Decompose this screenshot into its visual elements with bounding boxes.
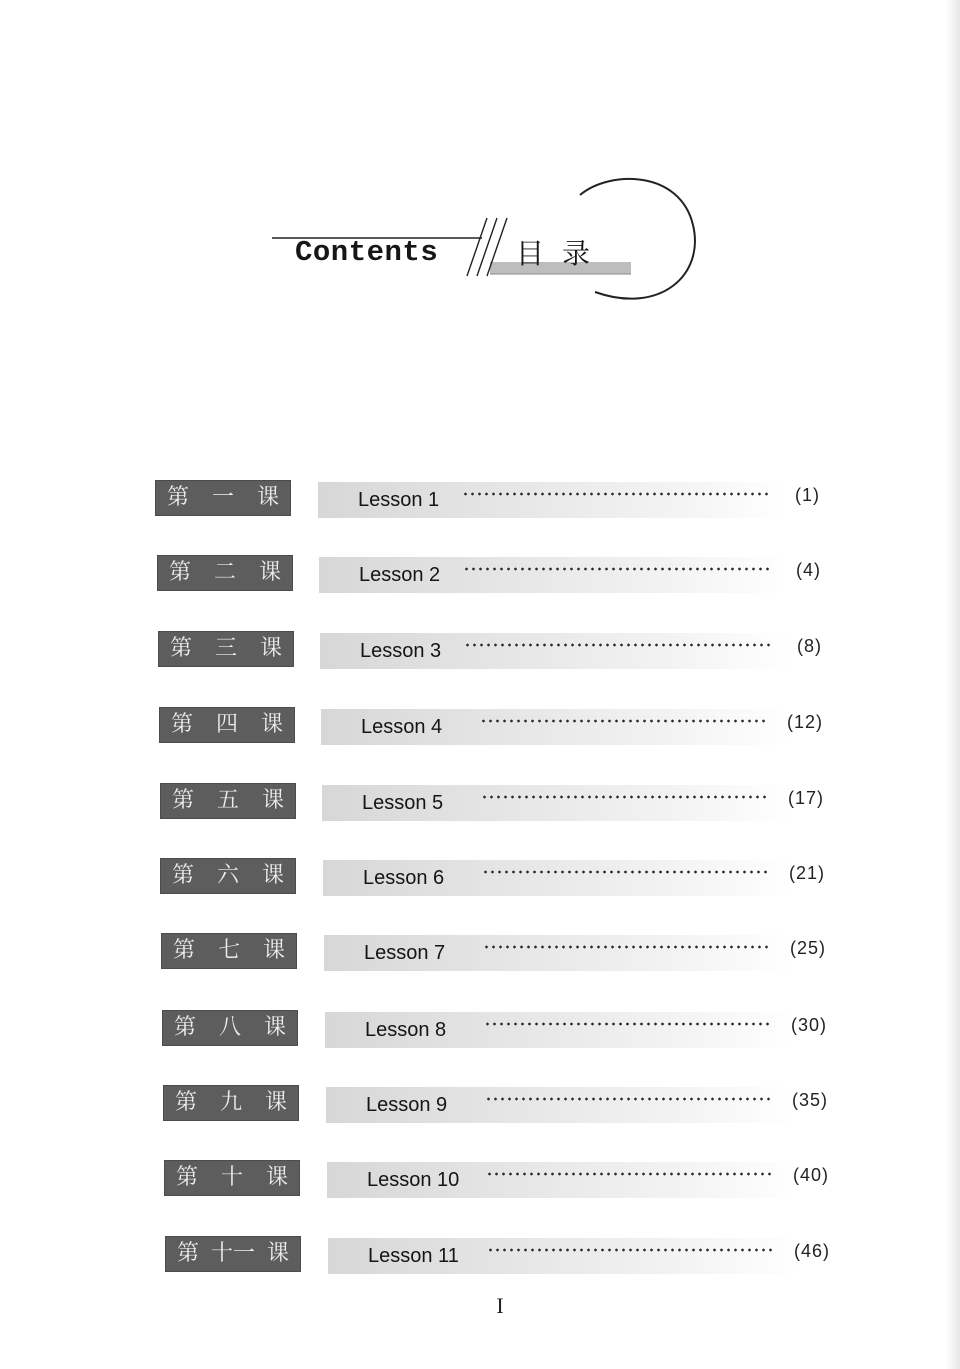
- badge-char-1: 第: [170, 636, 193, 661]
- lesson-badge: [160, 858, 296, 894]
- page-reference[interactable]: (40): [792, 1165, 829, 1185]
- toc-row-lesson-11[interactable]: [0, 1236, 960, 1276]
- badge-char-2: 七: [217, 938, 240, 963]
- lesson-label[interactable]: Lesson 2: [359, 564, 441, 586]
- badge-char-1: 第: [172, 788, 195, 813]
- lesson-label[interactable]: Lesson 6: [363, 867, 445, 889]
- lesson-label[interactable]: Lesson 11: [368, 1245, 459, 1267]
- lesson-badge: [161, 933, 297, 969]
- contents-title-zh: 目录: [516, 237, 609, 270]
- lesson-badge: [164, 1160, 300, 1196]
- lesson-label[interactable]: Lesson 5: [362, 792, 444, 814]
- lesson-badge: [155, 480, 291, 516]
- toc-row-lesson-2[interactable]: [0, 555, 960, 595]
- page-reference[interactable]: (46): [793, 1241, 830, 1261]
- page-reference[interactable]: (12): [786, 712, 823, 732]
- badge-char-1: 第: [173, 938, 196, 963]
- lesson-badge: [160, 783, 296, 819]
- contents-title-en: Contents: [295, 236, 439, 269]
- lesson-label[interactable]: Lesson 4: [361, 716, 443, 738]
- toc-row-lesson-8[interactable]: [0, 1010, 960, 1050]
- page-reference[interactable]: (4): [796, 560, 821, 580]
- badge-char-2: 一: [211, 485, 234, 510]
- page-number: I: [496, 1293, 504, 1318]
- lesson-label[interactable]: Lesson 1: [358, 489, 440, 511]
- badge-char-2: 八: [218, 1015, 241, 1040]
- dot-leader: [483, 944, 768, 950]
- toc-row-lesson-9[interactable]: [0, 1085, 960, 1125]
- dot-leader: [481, 794, 766, 800]
- lesson-label[interactable]: Lesson 7: [364, 942, 446, 964]
- dot-leader: [482, 869, 767, 875]
- toc-row-lesson-5[interactable]: [0, 783, 960, 823]
- dot-leader: [485, 1096, 770, 1102]
- dot-leader: [480, 718, 765, 724]
- badge-char-3: 课: [265, 1165, 288, 1190]
- badge-char-2: 十一: [210, 1241, 255, 1266]
- lesson-badge: [159, 707, 295, 743]
- badge-char-3: 课: [256, 485, 279, 510]
- badge-char-1: 第: [176, 1165, 199, 1190]
- badge-char-3: 课: [259, 636, 282, 661]
- badge-char-1: 第: [172, 863, 195, 888]
- badge-char-1: 第: [174, 1015, 197, 1040]
- badge-char-1: 第: [169, 560, 192, 585]
- toc-row-lesson-7[interactable]: [0, 933, 960, 973]
- badge-char-3: 课: [263, 1015, 286, 1040]
- page-reference[interactable]: (30): [790, 1015, 827, 1035]
- dot-leader: [463, 566, 773, 572]
- toc-row-lesson-6[interactable]: [0, 858, 960, 898]
- dot-leader: [464, 642, 774, 648]
- lesson-badge: [165, 1236, 301, 1272]
- page-reference[interactable]: (35): [791, 1090, 828, 1110]
- page-reference[interactable]: (21): [788, 863, 825, 883]
- dot-leader: [487, 1247, 772, 1253]
- dot-leader: [462, 491, 772, 497]
- toc-row-lesson-1[interactable]: [0, 480, 960, 520]
- badge-char-2: 三: [214, 636, 237, 661]
- page-reference[interactable]: (1): [795, 485, 820, 505]
- badge-char-3: 课: [261, 863, 284, 888]
- badge-char-1: 第: [171, 712, 194, 737]
- badge-char-1: 第: [177, 1241, 200, 1266]
- badge-char-2: 四: [215, 712, 238, 737]
- toc-row-lesson-10[interactable]: [0, 1160, 960, 1200]
- badge-char-3: 课: [260, 712, 283, 737]
- page-reference[interactable]: (8): [797, 636, 822, 656]
- lesson-label[interactable]: Lesson 3: [360, 640, 442, 662]
- badge-char-2: 二: [213, 560, 236, 585]
- lesson-badge: [162, 1010, 298, 1046]
- toc-row-lesson-3[interactable]: [0, 631, 960, 671]
- lesson-badge: [163, 1085, 299, 1121]
- badge-char-1: 第: [175, 1090, 198, 1115]
- badge-char-3: 课: [262, 938, 285, 963]
- lesson-label[interactable]: Lesson 9: [366, 1094, 448, 1116]
- badge-char-3: 课: [266, 1241, 289, 1266]
- page-reference[interactable]: (17): [787, 788, 824, 808]
- page-reference[interactable]: (25): [789, 938, 826, 958]
- lesson-label[interactable]: Lesson 8: [365, 1019, 447, 1041]
- badge-char-1: 第: [167, 485, 190, 510]
- lesson-badge: [158, 631, 294, 667]
- lesson-badge: [157, 555, 293, 591]
- badge-char-3: 课: [264, 1090, 287, 1115]
- toc-row-lesson-4[interactable]: [0, 707, 960, 747]
- dot-leader: [486, 1171, 771, 1177]
- badge-char-2: 六: [216, 863, 239, 888]
- badge-char-2: 九: [219, 1090, 242, 1115]
- badge-char-2: 十: [220, 1165, 243, 1190]
- badge-char-2: 五: [216, 788, 239, 813]
- lesson-label[interactable]: Lesson 10: [367, 1169, 460, 1191]
- badge-char-3: 课: [261, 788, 284, 813]
- badge-char-3: 课: [258, 560, 281, 585]
- dot-leader: [484, 1021, 769, 1027]
